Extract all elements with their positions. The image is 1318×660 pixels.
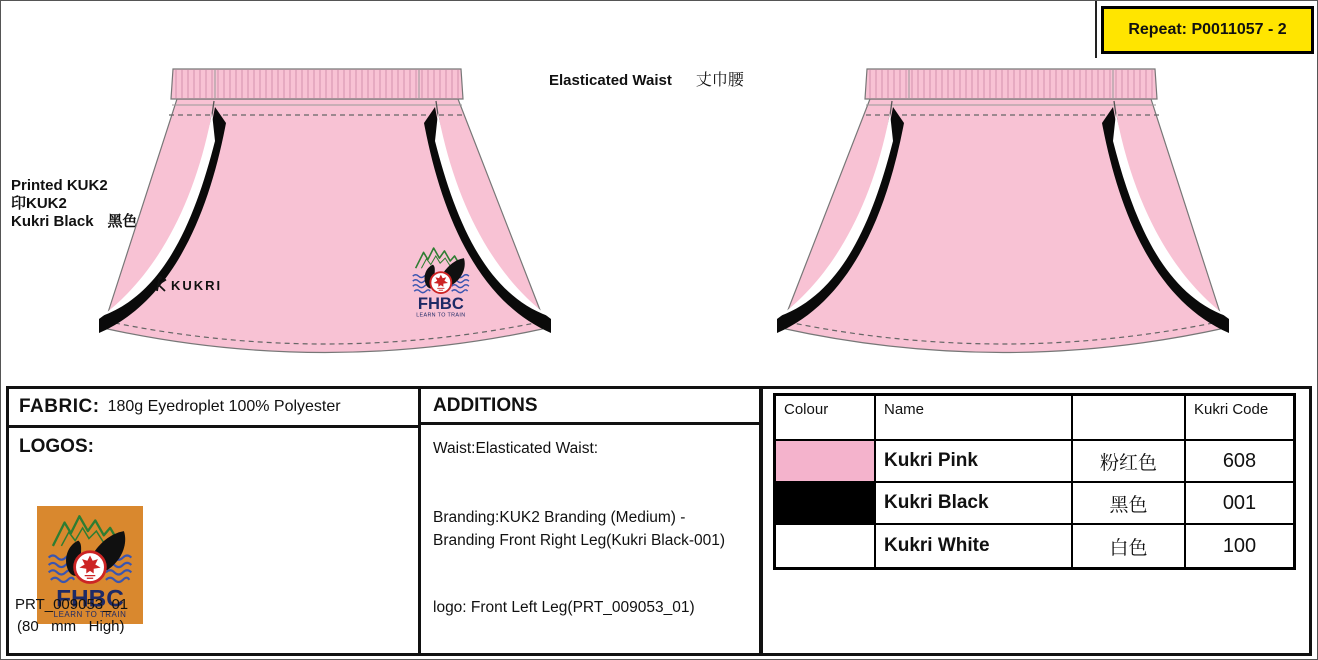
additions-branding-line1: Branding:KUK2 Branding (Medium) - [433,509,686,526]
colour-name-zh: 白色 [1073,525,1186,567]
swatch-kukri-white [776,525,876,567]
additions-column [421,389,763,653]
colour-table-header-colour: Colour [776,396,876,441]
print-note-line2: 印KUK2 [11,195,67,212]
repeat-code-text: Repeat: P0011057 - 2 [1128,21,1287,38]
colour-table [773,393,1296,570]
waist-annotation-en: Elasticated Waist [549,72,672,89]
colour-code: 608 [1186,441,1293,483]
additions-waist: Waist:Elasticated Waist: [433,440,599,457]
print-note-line1: Printed KUK2 [11,177,108,194]
repeat-code-badge [1101,6,1314,54]
title-block-divider [1095,1,1097,58]
additions-header: ADDITIONS [421,389,759,425]
logos-area [9,428,418,653]
print-note-line3: Kukri Black 黑色 [11,213,138,230]
fabric-value: 180g Eyedroplet 100% Polyester [107,398,341,415]
additions-branding-line2: Branding Front Right Leg(Kukri Black-001) [433,532,726,549]
fabric-label: FABRIC: [19,396,100,417]
colour-name: Kukri Black [876,483,1073,525]
swatch-kukri-black [776,483,876,525]
elasticated-waist-annotation [549,67,744,90]
logos-label: LOGOS: [19,436,94,457]
skirt-front-drawing [89,61,559,373]
colour-table-column [763,389,1309,653]
svg-text:KUKRI: KUKRI [171,278,223,293]
colour-code: 100 [1222,534,1257,557]
additions-body [421,425,759,631]
colour-name: Kukri White [876,525,1073,567]
spec-block [6,386,1312,656]
colour-name-zh: 黑色 [1073,483,1186,525]
skirt-back-drawing [769,61,1239,373]
fabric-row [9,389,418,428]
colour-table-header-zh [1073,396,1186,441]
colour-name: Kukri Pink [876,441,1073,483]
colour-table-header-name: Name [876,396,1073,441]
swatch-kukri-pink [776,441,876,483]
print-code: PRT_009053_01 [15,596,129,613]
colour-table-header-code: Kukri Code [1186,396,1293,441]
colour-code: 001 [1186,483,1293,525]
colour-name-zh: 粉红色 [1073,441,1186,483]
print-size: (80 mm High) [17,618,125,635]
waist-annotation-zh: 丈巾腰 [695,72,744,89]
additions-logo: logo: Front Left Leg(PRT_009053_01) [433,599,695,616]
fabric-logos-column [9,389,421,653]
